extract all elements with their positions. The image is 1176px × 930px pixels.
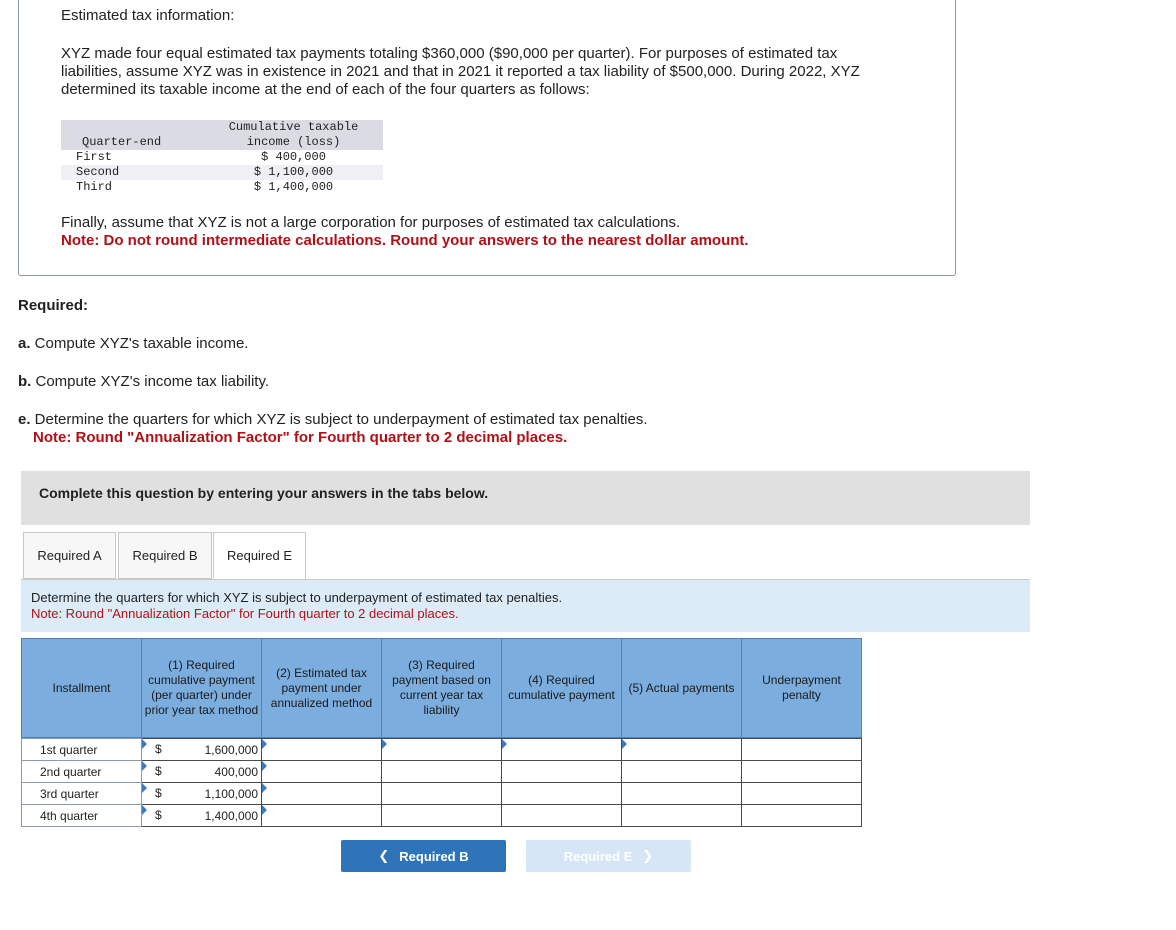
income-table-row: First $ 400,000 xyxy=(76,150,326,164)
col1-value: $ 1,100,000 xyxy=(142,783,262,805)
col4-input[interactable] xyxy=(502,805,622,827)
input-marker-icon xyxy=(142,739,147,749)
info-para1-line2: liabilities, assume XYZ was in existence in 2021 and that in 2021 it reported a tax liability of $500,000. During 2022, XYZ xyxy=(61,63,860,80)
col6-input[interactable] xyxy=(742,783,862,805)
tab-required-e[interactable]: Required E xyxy=(213,532,306,579)
table-row xyxy=(22,805,862,827)
instructions-banner: Complete this question by entering your answers in the tabs below. xyxy=(21,471,1030,525)
col6-input[interactable] xyxy=(742,739,862,761)
col2-input[interactable] xyxy=(262,805,382,827)
chevron-right-icon: ❯ xyxy=(642,848,654,863)
required-e-note: Note: Round "Annualization Factor" for Fourth quarter to 2 decimal places. xyxy=(33,429,568,446)
col6-field[interactable] xyxy=(742,805,861,826)
col3-input[interactable] xyxy=(382,739,502,761)
info-para1-line1: XYZ made four equal estimated tax payments totaling $360,000 ($90,000 per quarter). For purposes of estimated tax xyxy=(61,45,838,62)
tab-required-b[interactable]: Required B xyxy=(118,532,212,579)
info-para1-line3: determined its taxable income at the end of each of the four quarters as follows: xyxy=(61,81,590,98)
col4-field[interactable] xyxy=(502,739,621,760)
prev-button-label: Required B xyxy=(399,848,469,864)
col5-field[interactable] xyxy=(622,783,741,804)
col3-field[interactable] xyxy=(382,805,501,826)
col5-field[interactable] xyxy=(622,739,741,760)
income-table-row: Second $ 1,100,000 xyxy=(61,165,383,180)
instruction-text: Determine the quarters for which XYZ is subject to underpayment of estimated tax penalties. xyxy=(31,590,563,605)
col5-input[interactable] xyxy=(622,739,742,761)
col4-input[interactable] xyxy=(502,783,622,805)
info-note: Note: Do not round intermediate calculations. Round your answers to the nearest dollar amount. xyxy=(61,232,749,249)
col6-field[interactable] xyxy=(742,761,861,782)
col4-field[interactable] xyxy=(502,783,621,804)
row-label: 3rd quarter xyxy=(22,783,142,805)
col1-value: $ 1,600,000 xyxy=(142,739,262,761)
required-a: a. Compute XYZ's taxable income. xyxy=(18,335,249,352)
col2-field[interactable] xyxy=(262,805,381,826)
col6-input[interactable] xyxy=(742,761,862,783)
header-col5: (5) Actual payments xyxy=(622,639,742,738)
input-marker-icon xyxy=(502,739,507,749)
next-button-label: Required E xyxy=(563,848,633,864)
col3-input[interactable] xyxy=(382,761,502,783)
col6-field[interactable] xyxy=(742,739,861,760)
col5-field[interactable] xyxy=(622,805,741,826)
income-table-col1-header: Quarter-end xyxy=(61,120,204,150)
input-marker-icon xyxy=(262,739,267,749)
row-label: 2nd quarter xyxy=(22,761,142,783)
info-para2: Finally, assume that XYZ is not a large corporation for purposes of estimated tax calculations. xyxy=(61,214,681,231)
col5-input[interactable] xyxy=(622,761,742,783)
col2-input[interactable] xyxy=(262,783,382,805)
input-marker-icon xyxy=(142,761,147,771)
col3-field[interactable] xyxy=(382,783,501,804)
header-col2: (2) Estimated tax payment under annualized method xyxy=(262,639,382,738)
info-heading: Estimated tax information: xyxy=(61,7,235,24)
col1-value: $ 1,400,000 xyxy=(142,805,262,827)
header-installment: Installment xyxy=(22,639,142,738)
input-marker-icon xyxy=(262,805,267,815)
header-col4: (4) Required cumulative payment xyxy=(502,639,622,738)
required-b: b. Compute XYZ's income tax liability. xyxy=(18,373,270,390)
input-marker-icon xyxy=(382,739,387,749)
input-marker-icon xyxy=(142,783,147,793)
header-col6: Underpayment penalty xyxy=(742,639,862,738)
instruction-panel xyxy=(21,580,1030,632)
chevron-left-icon: ❮ xyxy=(378,848,390,863)
row-label: 4th quarter xyxy=(22,805,142,827)
col5-input[interactable] xyxy=(622,805,742,827)
col2-field[interactable] xyxy=(262,739,381,760)
tab-required-a[interactable]: Required A xyxy=(23,532,116,579)
input-marker-icon xyxy=(142,805,147,815)
income-table xyxy=(61,120,383,195)
col2-input[interactable] xyxy=(262,739,382,761)
col6-field[interactable] xyxy=(742,783,861,804)
col3-input[interactable] xyxy=(382,805,502,827)
col4-input[interactable] xyxy=(502,761,622,783)
col2-field[interactable] xyxy=(262,783,381,804)
row-label: 1st quarter xyxy=(22,739,142,761)
table-row xyxy=(22,761,862,783)
col6-input[interactable] xyxy=(742,805,862,827)
next-button[interactable] xyxy=(526,840,691,872)
penalty-table xyxy=(21,638,862,827)
header-col1: (1) Required cumulative payment (per quarter) under prior year tax method xyxy=(142,639,262,738)
col4-field[interactable] xyxy=(502,805,621,826)
table-row xyxy=(22,739,862,761)
col5-field[interactable] xyxy=(622,761,741,782)
col5-input[interactable] xyxy=(622,783,742,805)
col4-field[interactable] xyxy=(502,761,621,782)
prev-button[interactable] xyxy=(341,840,506,872)
col4-input[interactable] xyxy=(502,739,622,761)
col3-input[interactable] xyxy=(382,783,502,805)
col2-input[interactable] xyxy=(262,761,382,783)
instruction-note: Note: Round "Annualization Factor" for Fourth quarter to 2 decimal places. xyxy=(31,606,459,621)
header-col3: (3) Required payment based on current year tax liability xyxy=(382,639,502,738)
table-row xyxy=(22,783,862,805)
input-marker-icon xyxy=(262,761,267,771)
income-table-col2-header: Cumulative taxable income (loss) xyxy=(204,120,383,150)
required-e: e. Determine the quarters for which XYZ is subject to underpayment of estimated tax penalties. xyxy=(18,411,648,428)
col2-field[interactable] xyxy=(262,761,381,782)
col3-field[interactable] xyxy=(382,761,501,782)
required-heading: Required: xyxy=(18,297,89,314)
col3-field[interactable] xyxy=(382,739,501,760)
input-marker-icon xyxy=(262,783,267,793)
input-marker-icon xyxy=(622,739,627,749)
income-table-row: Third $ 1,400,000 xyxy=(76,180,334,194)
col1-value: $ 400,000 xyxy=(142,761,262,783)
